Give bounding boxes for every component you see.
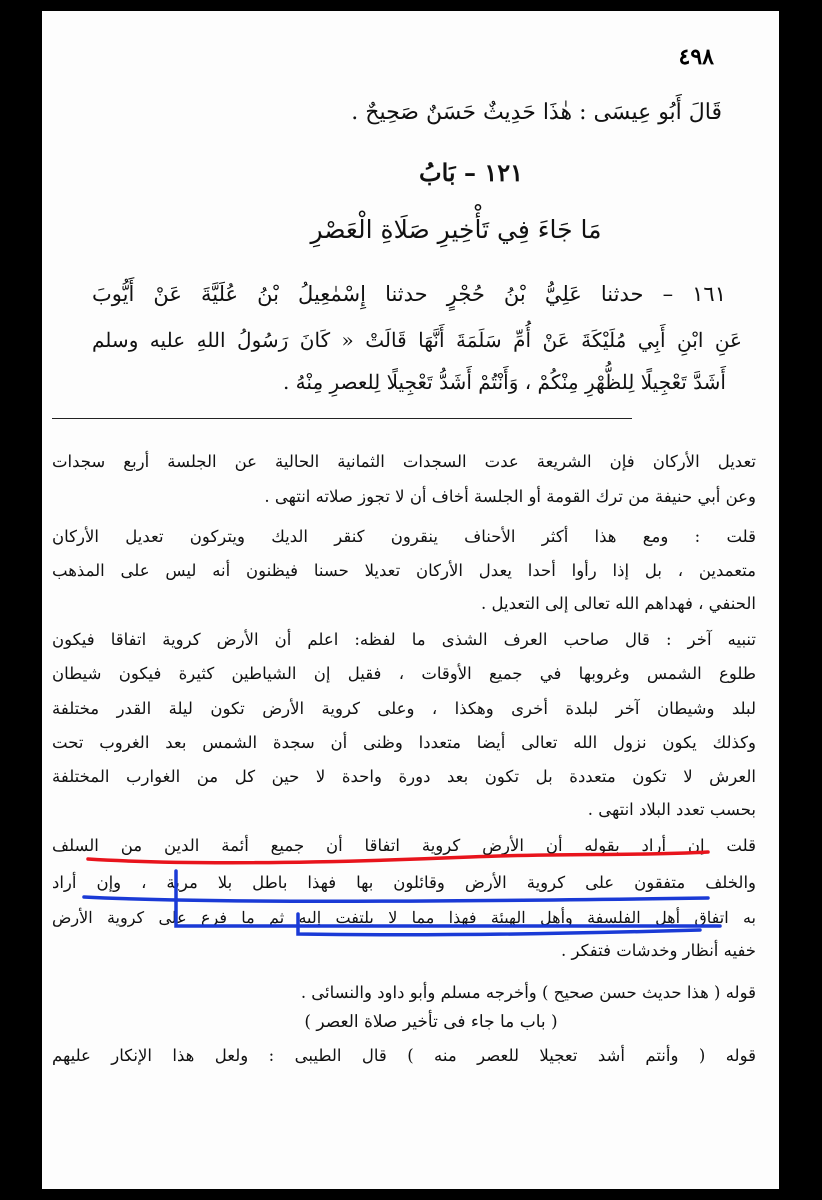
hadith-line-2: عَنِ ابْنِ أَبِي مُلَيْكَةَ عَنْ أُمِّ سَلَمَةَ أَنَّهَا قَالَتْ « كَانَ رَسُولُ اللهِ عليه وسلم xyxy=(92,328,742,352)
commentary-line-underlined-red: قلت إن أراد بقوله أن الأرض كروية اتفاقا أن جميع أئمة الدين من السلف xyxy=(52,836,756,855)
footnote-divider xyxy=(52,418,632,419)
page-number: ٤٩٨ xyxy=(678,44,714,70)
abu-isa-line: قَالَ أَبُو عِيسَى : هٰذَا حَدِيثٌ حَسَنٌ صَحِيحٌ . xyxy=(351,100,722,125)
qawluhu-line-2: قوله ( وأنتم أشد تعجيلا للعصر منه ) قال الطيبى : ولعل هذا الإنكار عليهم xyxy=(52,1046,756,1065)
commentary-line: العرش لا تكون متعددة بل تكون بعد دورة واحدة لا حين كل من الغوارب المختلفة xyxy=(52,767,756,786)
bab-note: ( باب ما جاء فى تأخير صلاة العصر ) xyxy=(304,1012,558,1032)
commentary-line-underlined-blue: والخلف متفقون على كروية الأرض وقائلون بها فهذا باطل بلا مرية ، وإن أراد xyxy=(52,873,756,892)
chapter-heading: مَا جَاءَ فِي تَأْخِيرِ صَلَاةِ الْعَصْرِ xyxy=(310,215,602,244)
qawluhu-line-1: قوله ( هذا حديث حسن صحيح ) وأخرجه مسلم وأبو داود والنسائى . xyxy=(300,983,756,1002)
commentary-line-underlined-blue: به اتفاق أهل الفلسفة وأهل الهيئة فهذا مما لا يلتفت إليه ثم ما فرع على كروية الأرض xyxy=(52,908,756,927)
commentary-line: خفيه أنظار وخدشات فتفكر . xyxy=(561,941,756,960)
chapter-number-title: ١٢١ – بَابُ xyxy=(419,158,523,187)
commentary-line: قلت : ومع هذا أكثر الأحناف ينقرون كنقر الديك ويتركون تعديل الأركان xyxy=(52,527,756,546)
commentary-line: وكذلك يكون نزول الله تعالى أيضا متعددا وظنى أن سجدة الشمس بعد الغروب تحت xyxy=(52,733,756,752)
hadith-line-1: ١٦١ – حدثنا عَلِيُّ بْنُ حُجْرٍ حدثنا إِسْمٰعِيلُ بْنُ عُلَيَّةَ عَنْ أَيُّوبَ xyxy=(92,282,726,306)
commentary-line: بحسب تعدد البلاد انتهى . xyxy=(587,800,756,819)
commentary-line: لبلد وشيطان آخر لبلدة أخرى وهكذا ، وعلى كروية الأرض تكون ليلة القدر مختلفة xyxy=(52,699,756,718)
hadith-line-3: أَشَدَّ تَعْجِيلًا لِلظُّهْرِ مِنْكُمْ ، وَأَنْتُمْ أَشَدُّ تَعْجِيلًا لِلعصرِ مِنْهُ . xyxy=(282,370,726,394)
commentary-line: تعديل الأركان فإن الشريعة عدت السجدات الثمانية الحالية عن الجلسة أربع سجدات xyxy=(52,452,756,471)
commentary-line: تنبيه آخر : قال صاحب العرف الشذى ما لفظه: اعلم أن الأرض كروية اتفاقا فيكون xyxy=(52,630,756,649)
commentary-line: متعمدين ، بل إذا رأوا أحدا يعدل الأركان تعديلا حسنا فيظنون أنه ليس على المذهب xyxy=(52,561,756,580)
commentary-line: طلوع الشمس وغروبها في جميع الأوقات ، فقيل إن الشياطين كثيرة فيكون شيطان xyxy=(52,664,756,683)
commentary-line: وعن أبي حنيفة من ترك القومة أو الجلسة أخاف أن لا تجوز صلاته انتهى . xyxy=(264,487,756,506)
commentary-line: الحنفي ، فهداهم الله تعالى إلى التعديل . xyxy=(481,594,756,613)
